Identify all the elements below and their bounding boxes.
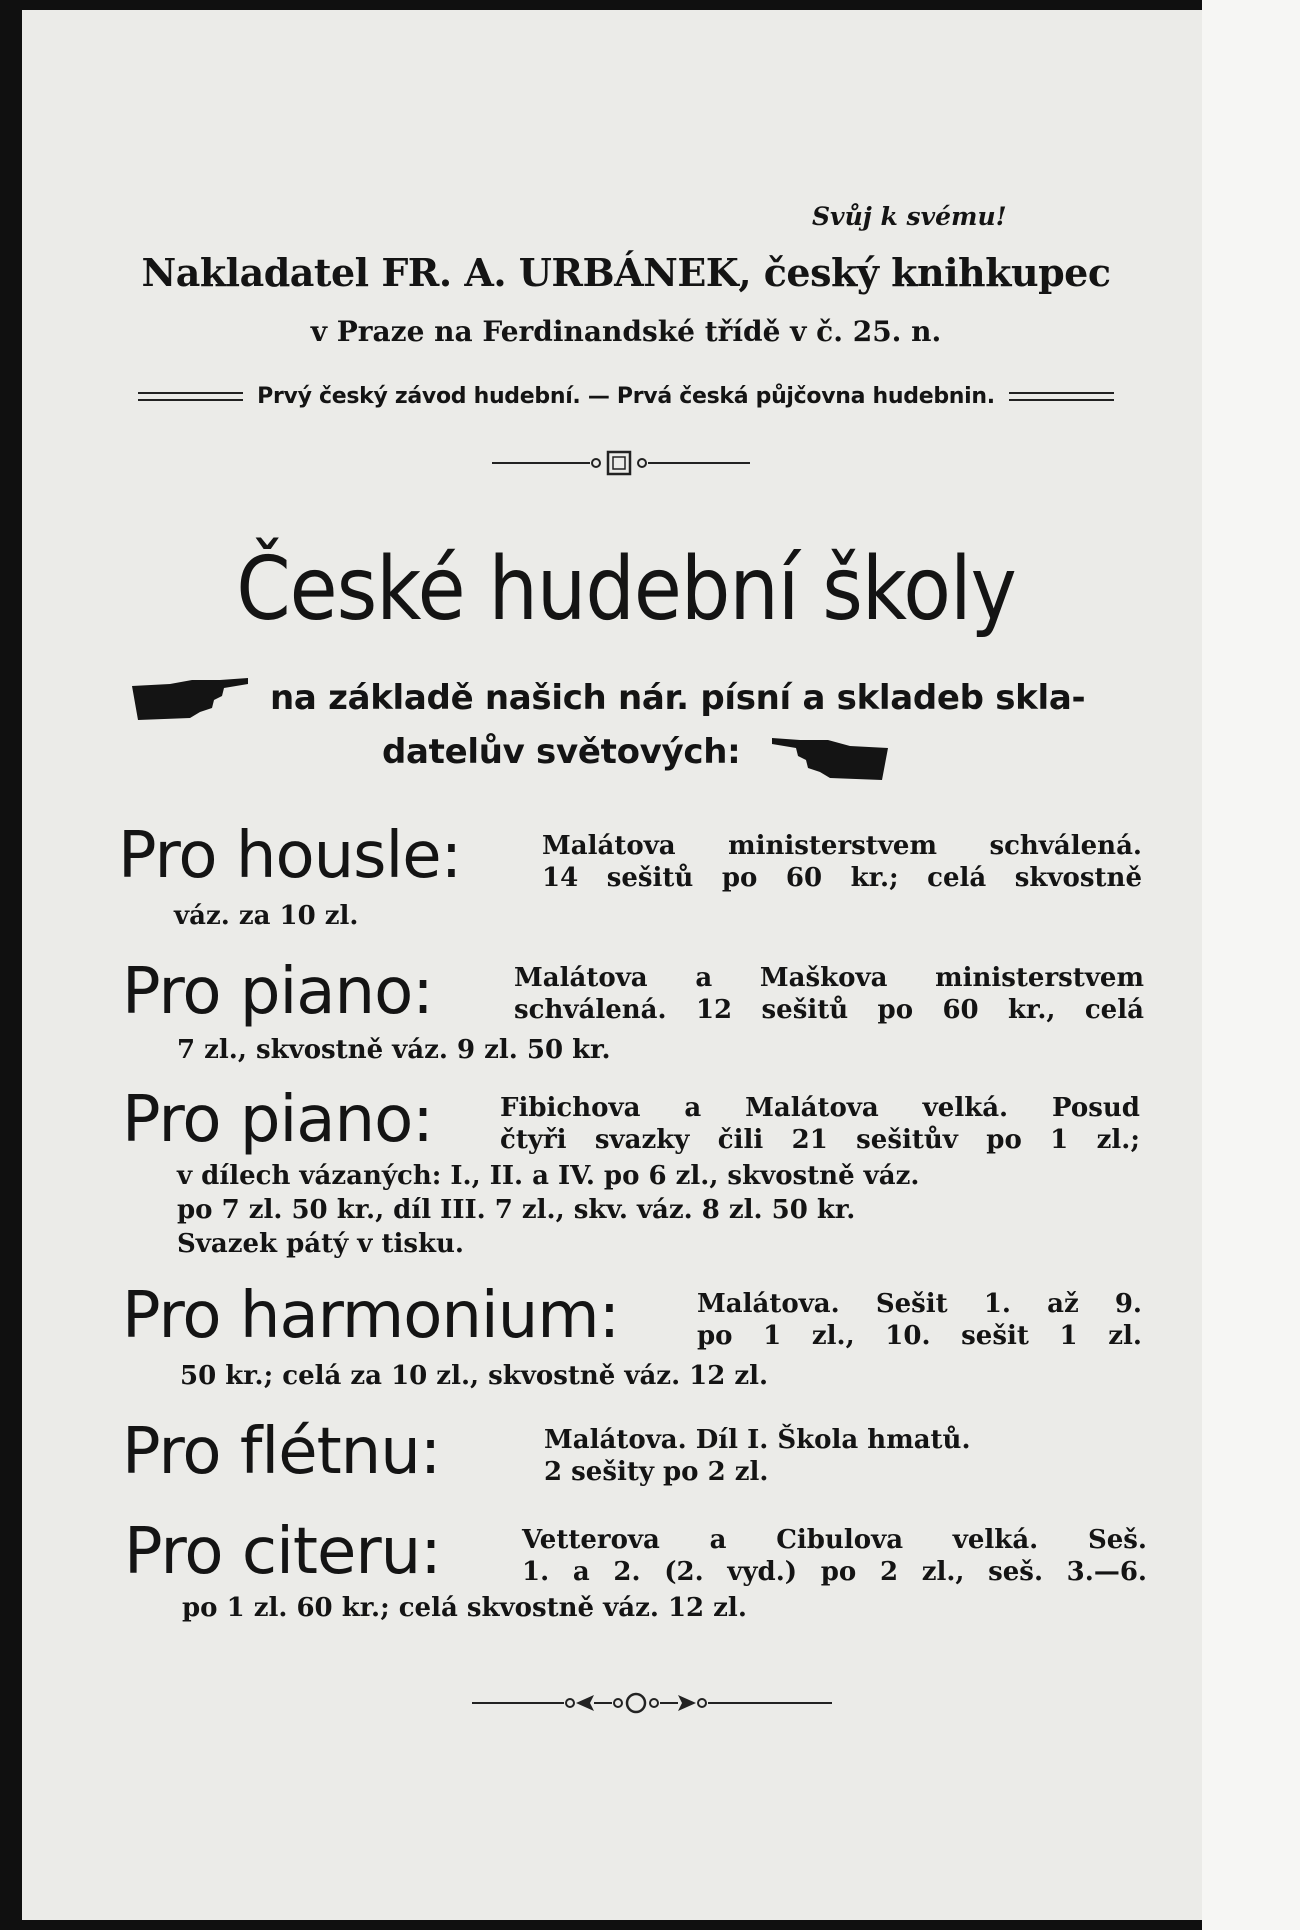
entry-text-piano [514,962,1144,1026]
ornamental-divider-icon [492,448,752,478]
entry-heading-piano-fibich: Pro piano: [122,1083,433,1157]
pointing-hand-left-icon [770,734,890,782]
entry-line: 14 sešitů po 60 kr.; celá skvostně [542,863,1142,893]
entry-line: Malátova a Maškova ministerstvem [514,963,1144,993]
entry-tail-line: v dílech vázaných: I., II. a IV. po 6 zl., skvostně váz. [177,1161,920,1191]
entry-line: Malátova ministerstvem schválená. [542,831,1142,861]
tagline-row [106,378,1146,414]
entry-text-piano-fibich [500,1092,1140,1156]
ornamental-divider-icon [472,1685,832,1721]
subtitle-line-1: na základě našich nár. písní a skladeb skla- [270,678,1086,718]
entry-line: 1. a 2. (2. vyd.) po 2 zl., seš. 3.—6. [522,1557,1147,1587]
entry-heading-piano: Pro piano: [122,955,433,1029]
entry-line: Vetterova a Cibulova velká. Seš. [522,1525,1147,1555]
entry-text-citeru [522,1524,1147,1588]
pointing-hand-right-icon [130,674,250,722]
entry-heading-harmonium: Pro harmonium: [122,1279,620,1353]
document-page [22,10,1202,1920]
entry-line: po 1 zl., 10. sešit 1 zl. [697,1321,1142,1351]
publisher-line: Nakladatel FR. A. URBÁNEK, český knihkupec [141,250,1111,295]
entry-tail-line: 7 zl., skvostně váz. 9 zl. 50 kr. [177,1035,611,1065]
entry-heading-fletnu: Pro flétnu: [122,1415,441,1489]
entry-tail-line: váz. za 10 zl. [174,901,359,931]
double-rule-right [1009,392,1114,401]
entry-line: 2 sešity po 2 zl. [544,1457,769,1487]
entry-heading-housle: Pro housle: [118,819,462,893]
entry-tail-line: Svazek pátý v tisku. [177,1229,464,1259]
entry-line: schválená. 12 sešitů po 60 kr., celá [514,995,1144,1025]
double-rule-left [138,392,243,401]
subtitle-line-2: datelův světových: [382,732,741,772]
entry-tail-line: 50 kr.; celá za 10 zl., skvostně váz. 12 zl. [180,1361,769,1391]
motto: Svůj k svému! [812,202,1007,231]
entry-line: Fibichova a Malátova velká. Posud [500,1093,1140,1123]
entry-line: Malátova. Sešit 1. až 9. [697,1289,1142,1319]
entry-text-housle [542,830,1142,894]
entry-tail-line: po 1 zl. 60 kr.; celá skvostně váz. 12 zl. [182,1593,747,1623]
entry-tail-line: po 7 zl. 50 kr., díl III. 7 zl., skv. váz. 8 zl. 50 kr. [177,1195,856,1225]
entry-heading-citeru: Pro citeru: [124,1515,441,1589]
page-right-margin [1202,0,1300,1930]
entry-line: Malátova. Díl I. Škola hmatů. [544,1425,971,1455]
entry-text-harmonium [697,1288,1142,1352]
tagline: Prvý český závod hudební. — Prvá česká půjčovna hudebnin. [257,383,995,409]
page-title: České hudební školy [236,539,1016,641]
publisher-address: v Praze na Ferdinandské třídě v č. 25. n. [310,315,942,348]
entry-text-fletnu [544,1424,1144,1488]
entry-line: čtyři svazky čili 21 sešitův po 1 zl.; [500,1125,1140,1155]
